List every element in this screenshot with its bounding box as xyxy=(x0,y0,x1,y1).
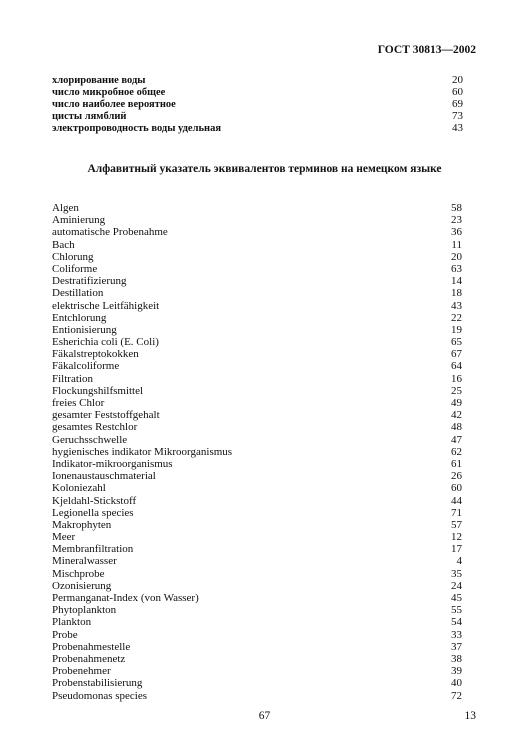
index-entry xyxy=(52,531,462,543)
index-entry xyxy=(52,677,462,689)
section-title: Алфавитный указатель эквивалентов терминов на немецком языке xyxy=(87,163,442,175)
index-entry xyxy=(52,98,463,110)
index-entry xyxy=(52,470,462,482)
index-page-number: 16 xyxy=(451,372,462,385)
index-page-number: 71 xyxy=(451,506,462,519)
index-entry xyxy=(52,409,462,421)
index-term: Indikator-mikroorganismus xyxy=(52,457,173,470)
index-term: hygienisches indikator Mikroorganismus xyxy=(52,445,233,458)
index-page-number: 54 xyxy=(451,616,462,629)
index-entry xyxy=(52,251,462,263)
index-page-number: 65 xyxy=(451,336,462,349)
index-term: Bach xyxy=(52,238,75,251)
index-entry xyxy=(52,324,462,336)
index-page-number: 4 xyxy=(456,555,462,568)
index-term: Probenahmestelle xyxy=(52,640,131,653)
index-page-number: 26 xyxy=(451,470,462,483)
index-page-number: 43 xyxy=(452,122,463,135)
index-entry xyxy=(52,348,462,360)
index-term: Permanganat-Index (von Wasser) xyxy=(52,592,199,604)
index-entry xyxy=(52,543,462,555)
index-term: Entchlorung xyxy=(52,311,107,324)
index-page-number: 60 xyxy=(452,86,463,99)
index-term: gesamtes Restchlor xyxy=(52,421,138,434)
index-entry xyxy=(52,665,462,677)
index-page-number: 38 xyxy=(451,652,462,665)
index-entry xyxy=(52,653,462,665)
index-term: freies Chlor xyxy=(52,397,105,409)
index-entry xyxy=(52,110,463,122)
index-page-number: 48 xyxy=(451,421,462,434)
index-page-number: 43 xyxy=(451,299,462,312)
index-entry xyxy=(52,421,462,433)
index-page-number: 24 xyxy=(451,579,462,592)
index-entry xyxy=(52,397,462,409)
index-entry xyxy=(52,86,463,98)
index-term: Entionisierung xyxy=(52,323,117,336)
index-term: Ionenaustauschmaterial xyxy=(52,470,156,483)
index-entry xyxy=(52,122,463,134)
index-entry xyxy=(52,385,462,397)
index-page-number: 42 xyxy=(451,409,462,422)
page-number-right: 13 xyxy=(464,710,476,722)
index-term: Phytoplankton xyxy=(52,604,117,617)
index-page-number: 37 xyxy=(451,640,462,653)
index-page-number: 20 xyxy=(451,250,462,263)
index-page-number: 62 xyxy=(451,445,462,458)
index-page-number: 25 xyxy=(451,384,462,397)
index-term: gesamter Feststoffgehalt xyxy=(52,409,160,422)
index-term: Fäkalstreptokokken xyxy=(52,348,139,361)
index-page-number: 69 xyxy=(452,98,463,111)
index-term: Pseudomonas species xyxy=(52,689,148,702)
german-term-list xyxy=(52,202,462,702)
index-term: Membranfiltration xyxy=(52,543,134,556)
index-page-number: 44 xyxy=(451,494,462,507)
index-term: число наиболее вероятное xyxy=(52,99,176,111)
index-entry xyxy=(52,300,462,312)
index-page-number: 40 xyxy=(451,677,462,690)
index-page-number: 72 xyxy=(451,689,462,702)
index-page-number: 35 xyxy=(451,567,462,580)
index-entry xyxy=(52,604,462,616)
index-entry xyxy=(52,641,462,653)
index-page-number: 22 xyxy=(451,311,462,324)
index-entry xyxy=(52,275,462,287)
index-entry xyxy=(52,482,462,494)
index-page-number: 33 xyxy=(451,628,462,641)
index-entry xyxy=(52,287,462,299)
index-entry xyxy=(52,239,462,251)
index-term: число микробное общее xyxy=(52,87,166,99)
index-term: Mineralwasser xyxy=(52,555,117,568)
index-page-number: 19 xyxy=(451,323,462,336)
index-page-number: 18 xyxy=(451,287,462,300)
index-term: Probenstabilisierung xyxy=(52,677,143,690)
index-entry xyxy=(52,74,463,86)
index-page-number: 47 xyxy=(451,433,462,446)
index-entry xyxy=(52,214,462,226)
page-number-center: 67 xyxy=(258,710,271,722)
index-term: Destillation xyxy=(52,287,104,300)
index-term: Meer xyxy=(52,531,76,544)
index-page-number: 39 xyxy=(451,665,462,678)
index-term: elektrische Leitfähigkeit xyxy=(52,299,160,312)
index-entry xyxy=(52,568,462,580)
index-entry xyxy=(52,434,462,446)
index-page-number: 58 xyxy=(451,202,462,214)
index-page-number: 11 xyxy=(451,238,462,251)
index-term: Probenehmer xyxy=(52,665,111,678)
index-term: Mischprobe xyxy=(52,567,105,580)
index-page-number: 12 xyxy=(451,531,462,544)
index-page-number: 64 xyxy=(451,360,462,373)
index-entry xyxy=(52,555,462,567)
index-entry xyxy=(52,580,462,592)
index-term: хлорирование воды xyxy=(52,75,146,86)
index-page-number: 20 xyxy=(452,74,463,86)
index-page-number: 36 xyxy=(451,226,462,239)
index-page-number: 17 xyxy=(451,543,462,556)
index-entry xyxy=(52,360,462,372)
index-page-number: 57 xyxy=(451,518,462,531)
index-page-number: 55 xyxy=(451,604,462,617)
index-term: Fäkalcoliforme xyxy=(52,360,120,373)
index-entry xyxy=(52,592,462,604)
index-term: Chlorung xyxy=(52,250,94,263)
index-term: Legionella species xyxy=(52,506,134,519)
index-entry xyxy=(52,226,462,238)
index-entry xyxy=(52,616,462,628)
index-term: цисты лямблий xyxy=(52,111,127,123)
index-entry xyxy=(52,312,462,324)
index-term: Kjeldahl-Stickstoff xyxy=(52,494,137,507)
index-page-number: 45 xyxy=(451,592,462,604)
index-entry xyxy=(52,202,462,214)
russian-term-list xyxy=(52,74,463,134)
index-page-number: 60 xyxy=(451,482,462,495)
index-term: Flockungshilfsmittel xyxy=(52,384,144,397)
index-entry xyxy=(52,446,462,458)
index-term: Destratifizierung xyxy=(52,275,127,288)
index-entry xyxy=(52,263,462,275)
index-term: Aminierung xyxy=(52,214,106,227)
index-page-number: 63 xyxy=(451,262,462,275)
index-term: Geruchsschwelle xyxy=(52,433,128,446)
standard-header: ГОСТ 30813—2002 xyxy=(377,44,476,56)
index-term: Esherichia coli (E. Coli) xyxy=(52,336,159,349)
index-entry xyxy=(52,495,462,507)
index-term: Plankton xyxy=(52,616,92,629)
index-page-number: 23 xyxy=(451,214,462,227)
index-page-number: 73 xyxy=(452,110,463,123)
index-term: Filtration xyxy=(52,372,93,385)
index-page-number: 67 xyxy=(451,348,462,361)
index-entry xyxy=(52,629,462,641)
index-term: Probenahmenetz xyxy=(52,652,126,665)
index-term: Coliforme xyxy=(52,262,98,275)
index-entry xyxy=(52,458,462,470)
index-entry xyxy=(52,519,462,531)
index-term: электропроводность воды удельная xyxy=(52,123,222,135)
index-term: Makrophyten xyxy=(52,518,112,531)
index-term: Koloniezahl xyxy=(52,482,106,495)
index-term: Ozonisierung xyxy=(52,579,112,592)
index-entry xyxy=(52,373,462,385)
index-entry xyxy=(52,336,462,348)
index-term: automatische Probenahme xyxy=(52,226,168,239)
index-entry xyxy=(52,507,462,519)
index-page-number: 49 xyxy=(451,397,462,409)
index-entry xyxy=(52,690,462,702)
index-term: Probe xyxy=(52,628,78,641)
index-page-number: 61 xyxy=(451,457,462,470)
index-term: Algen xyxy=(52,202,79,214)
index-page-number: 14 xyxy=(451,275,462,288)
